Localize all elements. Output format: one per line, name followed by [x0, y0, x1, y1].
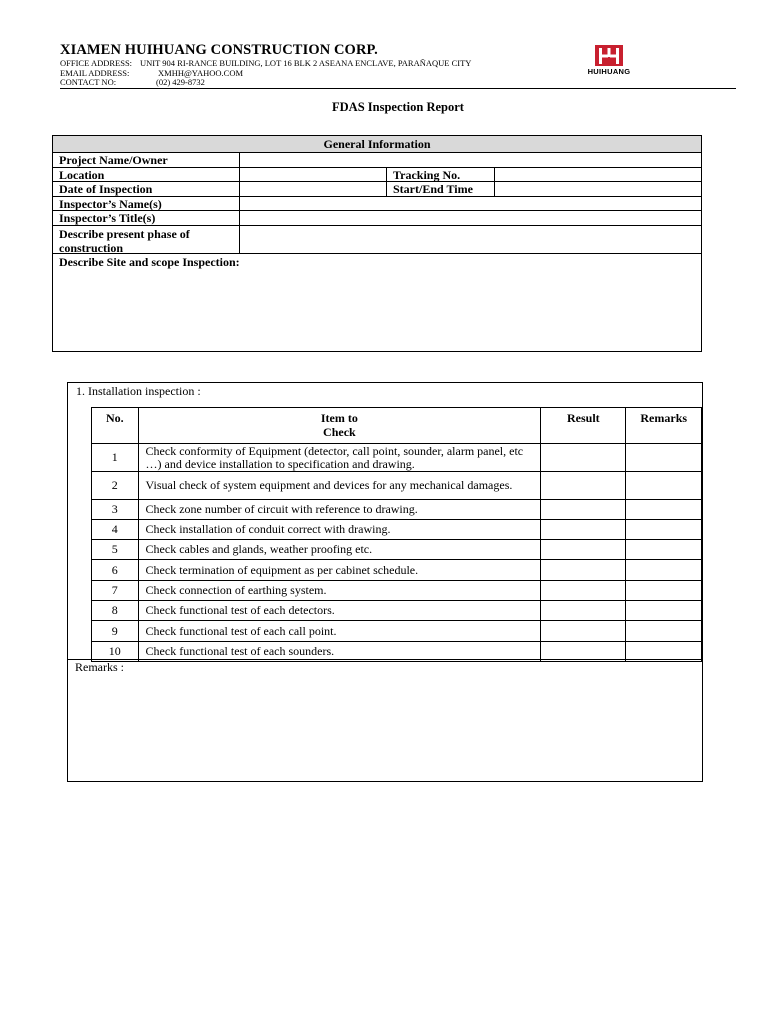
tracking-label: Tracking No.: [393, 168, 461, 182]
item-number: 5: [92, 540, 139, 560]
time-label: Start/End Time: [393, 182, 473, 196]
result-cell[interactable]: [541, 540, 626, 560]
checklist-row: [92, 520, 702, 540]
checklist-row: [92, 560, 702, 581]
item-text: Check functional test of each call point.: [138, 621, 541, 642]
location-label: Location: [59, 168, 105, 182]
item-text: Check conformity of Equipment (detector, call point, sounder, alarm panel, etc …) and device installation to specification and drawing.: [138, 444, 541, 472]
item-text: Check cables and glands, weather proofing etc.: [138, 540, 541, 560]
report-title: FDAS Inspection Report: [332, 100, 464, 114]
inspector-name-row: [53, 197, 701, 211]
checklist-row: [92, 472, 702, 500]
scope-label: Describe Site and scope Inspection:: [59, 255, 240, 269]
remarks-cell[interactable]: [626, 560, 702, 581]
checklist-row: [92, 601, 702, 621]
location-row: [53, 168, 701, 182]
remarks-cell[interactable]: [626, 601, 702, 621]
remarks-cell[interactable]: [626, 621, 702, 642]
general-information-heading: General Information: [53, 136, 701, 153]
col-result-header: Result: [541, 408, 626, 444]
email-address-value: XMHH@YAHOO.COM: [158, 67, 244, 78]
email-address-label: EMAIL ADDRESS:: [60, 67, 130, 78]
company-name: XIAMEN HUIHUANG CONSTRUCTION CORP.: [60, 42, 378, 58]
contact-number-value: (02) 429-8732: [156, 77, 205, 87]
location-field[interactable]: [240, 168, 386, 181]
checklist-row: [92, 621, 702, 642]
installation-remarks-area[interactable]: [68, 676, 702, 780]
remarks-cell[interactable]: [626, 444, 702, 472]
installation-inspection-title: 1. Installation inspection :: [76, 384, 201, 398]
item-number: 9: [92, 621, 139, 642]
checklist-row: [92, 444, 702, 472]
contact-number: [60, 78, 205, 87]
project-row: [53, 153, 701, 168]
date-row: [53, 182, 701, 197]
item-number: 8: [92, 601, 139, 621]
item-number: 7: [92, 581, 139, 601]
checklist-row: [92, 540, 702, 560]
result-cell[interactable]: [541, 444, 626, 472]
time-field[interactable]: [495, 182, 701, 196]
item-text: Check functional test of each detectors.: [138, 601, 541, 621]
item-text: Check functional test of each sounders.: [138, 642, 541, 662]
result-cell[interactable]: [541, 560, 626, 581]
remarks-divider: [67, 659, 703, 660]
general-information-table: [52, 135, 702, 352]
result-cell[interactable]: [541, 621, 626, 642]
item-number: 6: [92, 560, 139, 581]
contact-number-label: CONTACT NO:: [60, 77, 117, 87]
result-cell[interactable]: [541, 472, 626, 500]
office-address-value: UNIT 904 RI-RANCE BUILDING, LOT 16 BLK 2 ASEANA ENCLAVE, PARAÑAQUE CITY: [140, 58, 472, 68]
item-text: Check installation of conduit correct with drawing.: [138, 520, 541, 540]
inspector-name-label: Inspector’s Name(s): [59, 197, 162, 211]
project-field[interactable]: [240, 153, 701, 167]
project-label: Project Name/Owner: [59, 153, 168, 167]
inspector-title-label: Inspector’s Title(s): [59, 211, 156, 225]
inspector-title-row: [53, 211, 701, 226]
inspector-title-field[interactable]: [240, 211, 701, 225]
phase-field[interactable]: [240, 226, 701, 253]
item-text: Check zone number of circuit with reference to drawing.: [138, 500, 541, 520]
col-remarks-header: Remarks: [626, 408, 702, 444]
scope-row[interactable]: [53, 254, 701, 351]
result-cell[interactable]: [541, 601, 626, 621]
checklist-row: [92, 500, 702, 520]
office-address: [60, 59, 471, 68]
col-item-header: [138, 408, 541, 444]
phase-label: Describe present phase of construction: [59, 227, 190, 255]
col-no-header: No.: [92, 408, 139, 444]
item-number: 10: [92, 642, 139, 662]
logo-text: HUIHUANG: [587, 67, 631, 76]
phase-row: [53, 226, 701, 254]
header-divider: [60, 88, 736, 89]
installation-remarks-label: Remarks :: [75, 660, 124, 674]
item-text: Check connection of earthing system.: [138, 581, 541, 601]
remarks-cell[interactable]: [626, 540, 702, 560]
result-cell[interactable]: [541, 500, 626, 520]
company-logo: [578, 44, 640, 78]
checklist-row: [92, 581, 702, 601]
tracking-field[interactable]: [495, 168, 701, 181]
remarks-cell[interactable]: [626, 581, 702, 601]
remarks-cell[interactable]: [626, 500, 702, 520]
date-label: Date of Inspection: [59, 182, 153, 196]
date-field[interactable]: [240, 182, 386, 196]
office-address-label: OFFICE ADDRESS:: [60, 58, 133, 68]
item-text: Check termination of equipment as per cabinet schedule.: [138, 560, 541, 581]
remarks-cell[interactable]: [626, 520, 702, 540]
col-item-header-text: Item to Check: [320, 411, 358, 439]
huihuang-logo-icon: [578, 44, 640, 68]
result-cell[interactable]: [541, 581, 626, 601]
remarks-cell[interactable]: [626, 472, 702, 500]
installation-checklist-table: [91, 407, 702, 662]
inspector-name-field[interactable]: [240, 197, 701, 210]
result-cell[interactable]: [541, 520, 626, 540]
item-text: Visual check of system equipment and devices for any mechanical damages.: [138, 472, 541, 500]
item-number: 3: [92, 500, 139, 520]
item-number: 2: [92, 472, 139, 500]
item-number: 4: [92, 520, 139, 540]
item-number: 1: [92, 444, 139, 472]
checklist-header-row: [92, 408, 702, 444]
